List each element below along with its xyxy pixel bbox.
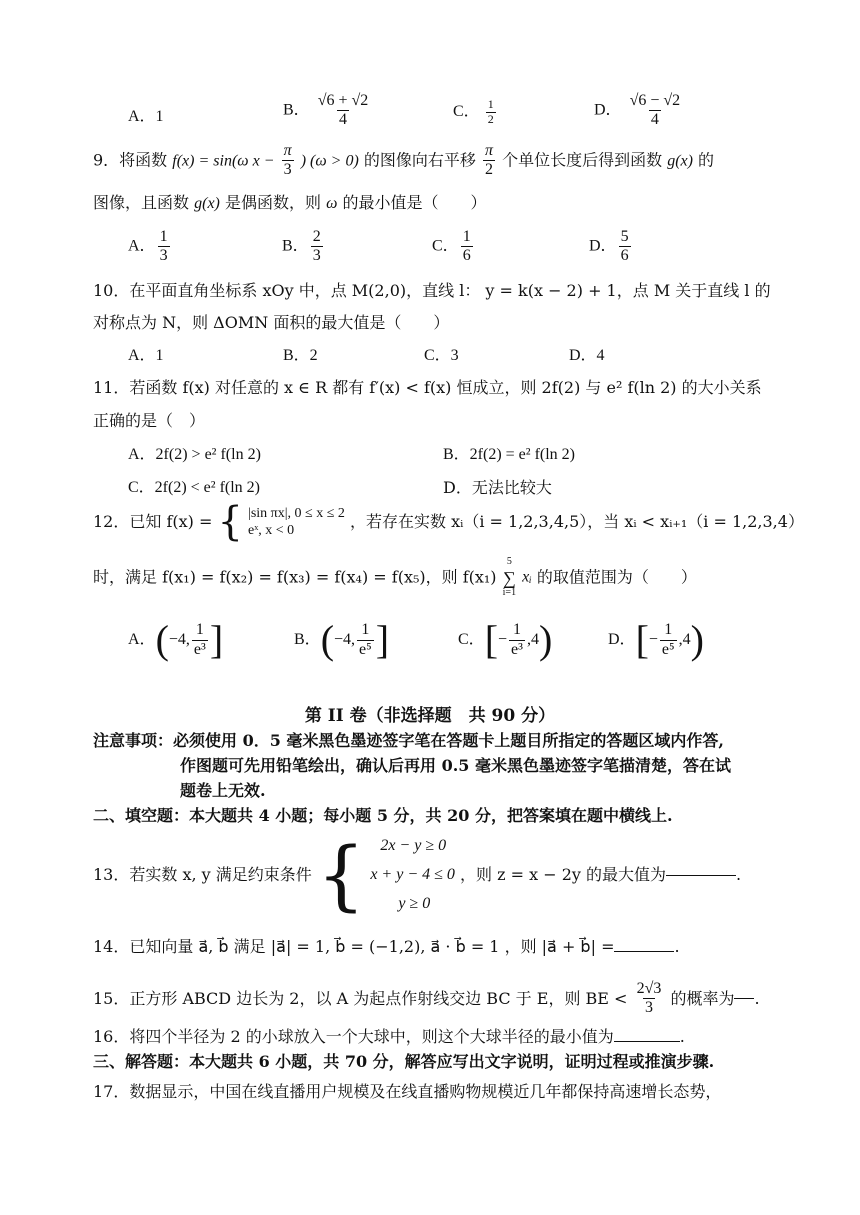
q9-option-d-den: 6 xyxy=(620,247,629,265)
q16-end: . xyxy=(679,1027,685,1046)
q8-option-b xyxy=(283,92,372,130)
q11-option-d: D．无法比较大 xyxy=(443,478,552,497)
q15-tail: 的概率为 xyxy=(670,988,735,1008)
q10-option-a: A．1 xyxy=(128,347,164,364)
q15-lead: 15．正方形 ABCD 边长为 2，以 A 为起点作射线交边 BC 于 E，则 BE < xyxy=(93,988,628,1008)
q12-option-a-label: A． xyxy=(128,631,156,648)
q9-option-a-num: 1 xyxy=(159,228,168,245)
q9-option-d-num: 5 xyxy=(620,228,629,245)
q8-option-c-label: C． xyxy=(453,102,480,120)
question-16 xyxy=(93,1027,685,1047)
q9-option-d-label: D． xyxy=(589,237,617,255)
q8-option-b-den: 4 xyxy=(338,111,347,129)
q15-end: . xyxy=(754,988,760,1008)
q8-option-d-num: √6 − √2 xyxy=(629,92,681,109)
question-12-line2 xyxy=(93,556,697,599)
question-12-line1 xyxy=(93,499,804,545)
q8-option-d xyxy=(594,92,684,130)
q8-option-c-num: 1 xyxy=(487,97,494,111)
q11-option-c: C．2f(2) < e² f(ln 2) xyxy=(128,479,261,496)
question-9-line1 xyxy=(93,142,714,180)
q16-answer-blank[interactable] xyxy=(614,1041,680,1042)
q12-option-d-post: ,4 xyxy=(678,631,691,648)
q13-tail: ，则 z = x − 2y 的最大值为 xyxy=(460,865,667,885)
question-9-line2 xyxy=(93,193,486,214)
answer-section-header: 三、解答题：本大题共 6 小题，共 70 分，解答应写出文字说明，证明过程或推演步骤. xyxy=(93,1052,715,1071)
q12-option-c xyxy=(458,617,553,662)
q12-sum-bottom: i=1 xyxy=(502,586,517,598)
question-15 xyxy=(93,980,760,1018)
question-11-line2: 正确的是（ ） xyxy=(93,411,206,430)
question-17: 17．数据显示，中国在线直播用户规模及在线直播购物规模近几年都保持高速增长态势， xyxy=(93,1082,722,1101)
question-10-line1: 10．在平面直角坐标系 xOy 中，点 M(2,0)，直线 l： y = k(x − 2) + 1，点 M 关于直线 l 的 xyxy=(93,281,771,300)
q9-option-b xyxy=(282,228,325,266)
q12-sum-top: 5 xyxy=(506,556,512,567)
q12-option-d-label: D． xyxy=(608,631,636,648)
q9-option-c-label: C． xyxy=(432,237,459,255)
q9-pi: π xyxy=(283,142,292,159)
q9-line2b: 是偶函数，则 xyxy=(224,193,321,212)
notice-line-2: 作图题可先用铅笔绘出，确认后再用 0.5 毫米黑色墨迹签字笔描清楚，答在试 xyxy=(180,756,731,775)
q13-end: . xyxy=(736,865,742,885)
q12-sum-var: xᵢ xyxy=(522,568,532,586)
q12-option-a-right: ] xyxy=(209,617,224,662)
q12-option-c-den: e³ xyxy=(511,640,523,658)
q8-option-c xyxy=(453,98,498,127)
section-2-title: 第 II 卷（非选择题 共 90 分） xyxy=(304,706,556,726)
q12-option-b-right: ] xyxy=(375,617,390,662)
q8-option-b-num: √6 + √2 xyxy=(317,92,369,109)
q12-option-b-pre: −4, xyxy=(334,631,356,648)
q12-line2a: 时，满足 f(x₁) = f(x₂) = f(x₃) = f(x₄) = f(x₅)，则 f(x₁) xyxy=(93,567,497,587)
q12-option-c-post: ,4 xyxy=(526,631,539,648)
q13-constraint-3: y ≥ 0 xyxy=(398,894,431,912)
q12-option-b-left: ( xyxy=(320,617,335,662)
q12-lead: 12．已知 f(x) = xyxy=(93,512,213,531)
q12-option-d-right: ) xyxy=(690,617,704,662)
question-13 xyxy=(93,832,741,918)
q11-option-a: A．2f(2) > e² f(ln 2) xyxy=(128,446,261,463)
q12-option-b-den: e⁵ xyxy=(359,640,372,658)
q13-constraint-1: 2x − y ≥ 0 xyxy=(380,837,447,854)
q15-den: 3 xyxy=(644,999,653,1017)
q9-option-d xyxy=(589,228,633,266)
q8-option-a: A．1 xyxy=(128,108,164,125)
q12-case-2: eˣ, x < 0 xyxy=(248,523,295,538)
q9-option-c xyxy=(432,228,475,266)
q12-option-b xyxy=(294,617,390,662)
q14-text: 14．已知向量 a⃗, b⃗ 满足 |a⃗| = 1, b⃗ = (−1,2), a⃗ · b⃗ = 1 ，则 |a⃗ + b⃗| = xyxy=(93,937,615,956)
q12-sum-symbol: ∑ xyxy=(502,567,516,588)
q9-function: f(x) = sin(ω x − xyxy=(172,152,275,170)
q12-option-d-num: 1 xyxy=(664,621,673,639)
q12-option-b-label: B． xyxy=(294,631,321,648)
q15-answer-blank[interactable] xyxy=(734,998,754,999)
notice-line-3: 题卷上无效. xyxy=(180,781,266,800)
q12-line2b: 的取值范围为（ ） xyxy=(536,567,697,587)
q13-constraint-2: x + y − 4 ≤ 0 xyxy=(370,865,455,883)
q8-option-c-den: 2 xyxy=(487,111,494,126)
q12-option-a-pre: −4, xyxy=(168,631,190,648)
q9-three: 3 xyxy=(283,161,292,179)
fill-in-header: 二、填空题：本大题共 4 小题；每小题 5 分，共 20 分，把答案填在题中横线上. xyxy=(93,806,673,825)
q12-brace: { xyxy=(217,499,243,545)
question-11-line1: 11．若函数 f(x) 对任意的 x ∈ R 都有 f′(x) < f(x) 恒成立，则 2f(2) 与 e² f(ln 2) 的大小关系 xyxy=(93,378,762,397)
q15-num: 2√3 xyxy=(636,980,662,997)
q10-option-c: C．3 xyxy=(424,347,459,364)
q9-omega: ω xyxy=(326,195,338,212)
q9-shift-pi: π xyxy=(484,142,493,159)
q9-text-1: 的图像向右平移 xyxy=(363,150,476,170)
q8-option-d-label: D． xyxy=(594,101,622,119)
q9-prefix: 9．将函数 xyxy=(93,150,168,170)
q12-option-a-left: ( xyxy=(155,617,169,662)
q10-option-d: D．4 xyxy=(569,347,605,364)
q12-option-a xyxy=(128,617,224,662)
q12-option-d-left: [ xyxy=(635,617,649,662)
q16-text: 16．将四个半径为 2 的小球放入一个大球中，则这个大球半径的最小值为 xyxy=(93,1027,614,1046)
q9-condition: ) (ω > 0) xyxy=(300,152,359,170)
q12-option-c-right: ) xyxy=(538,617,553,662)
q12-option-c-pre: − xyxy=(498,631,508,648)
q9-line2c: 的最小值是（ ） xyxy=(342,193,487,212)
q9-option-b-num: 2 xyxy=(312,228,321,245)
q12-option-d-den: e⁵ xyxy=(661,640,675,658)
q12-tail: ，若存在实数 xᵢ（i = 1,2,3,4,5），当 xᵢ < xᵢ₊₁（i = 1,2,3,4） xyxy=(350,512,804,531)
q9-option-a-den: 3 xyxy=(159,247,168,265)
q12-option-d xyxy=(608,617,704,662)
q9-text-3: 的 xyxy=(698,150,715,170)
q9-text-2: 个单位长度后得到函数 xyxy=(502,150,663,170)
q9-g: g(x) xyxy=(667,152,693,170)
q9-option-c-num: 1 xyxy=(462,228,471,245)
q9-option-b-label: B． xyxy=(282,237,309,255)
q12-option-c-num: 1 xyxy=(513,621,521,639)
q14-answer-blank[interactable] xyxy=(614,951,674,952)
q12-option-a-num: 1 xyxy=(195,621,204,639)
q9-option-a xyxy=(128,228,172,266)
question-10-line2: 对称点为 N，则 ΔOMN 面积的最大值是（ ） xyxy=(93,313,450,332)
question-14 xyxy=(93,937,680,957)
q13-brace: { xyxy=(316,830,366,920)
q13-lead: 13．若实数 x, y 满足约束条件 xyxy=(93,865,312,885)
q9-line2a: 图像，且函数 xyxy=(93,193,190,212)
q12-option-b-num: 1 xyxy=(361,621,370,639)
q9-option-b-den: 3 xyxy=(312,247,321,265)
q12-option-c-label: C． xyxy=(458,631,485,648)
q13-answer-blank[interactable] xyxy=(666,875,736,876)
q14-end: . xyxy=(674,937,680,956)
q12-option-d-pre: − xyxy=(648,631,658,648)
notice-line-1: 注意事项：必须使用 0．5 毫米黑色墨迹签字笔在答题卡上题目所指定的答题区域内作答, xyxy=(93,731,724,750)
q12-option-c-left: [ xyxy=(484,617,499,662)
q11-option-b: B．2f(2) = e² f(ln 2) xyxy=(443,446,576,463)
q9-option-c-den: 6 xyxy=(462,247,471,265)
q9-option-a-label: A． xyxy=(128,237,156,255)
q12-case-1: |sin πx|, 0 ≤ x ≤ 2 xyxy=(248,505,345,521)
q10-option-b: B．2 xyxy=(283,347,318,364)
q8-option-b-label: B． xyxy=(283,101,310,119)
q12-option-a-den: e³ xyxy=(193,640,206,658)
q9-line2-g: g(x) xyxy=(194,195,220,212)
q8-option-d-den: 4 xyxy=(650,111,659,129)
q9-shift-two: 2 xyxy=(484,161,493,179)
